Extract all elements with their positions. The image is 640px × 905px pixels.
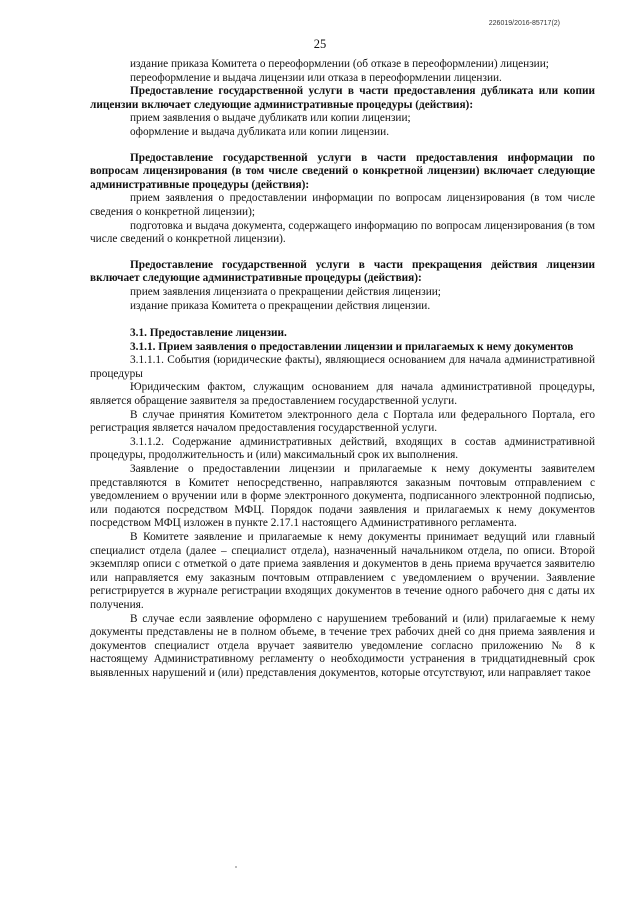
section-heading: Предоставление государственной услуги в части предоставления дубликата или копии лицензии включает следующие административные процедуры (действия): — [90, 85, 595, 111]
paragraph: В случае принятия Комитетом электронного дела с Портала или федерального Портала, его регистрация является началом предоставления государственной услуги. — [90, 408, 595, 435]
subsection-title: 3.1.1. Прием заявления о предоставлении лицензии и прилагаемых к нему документов — [130, 340, 574, 353]
paragraph: В Комитете заявление и прилагаемые к нему документы принимает ведущий или главный специалист отдела (далее – специалист отдела), назначенный начальником отдела, по описи. Второй экземпляр описи с отметкой о дате приема заявления и документов в день приема вручается заявителю или направляется ему заказным почтовым отправлением с уведомлением о вручении. Заявление регистрируется в журнале регистрации входящих документов в течение одного рабочего дня с даты их получения. — [90, 531, 595, 611]
scan-speck — [235, 866, 237, 868]
paragraph: прием заявления о выдаче дубликатв или копии лицензии; — [130, 112, 411, 125]
document-registration-number: 226019/2016-85717(2) — [488, 20, 560, 27]
document-body — [90, 58, 595, 681]
paragraph: издание приказа Комитета о прекращении действия лицензии. — [130, 299, 431, 312]
section-heading: Предоставление государственной услуги в части прекращения действия лицензии включает следующие административные процедуры (действия): — [90, 258, 595, 285]
paragraph: Заявление о предоставлении лицензии и прилагаемые к нему документы заявителем представляются в Комитет непосредственно, направляются заказным почтовым отправлением с уведомлением о вручении или в форме электронного документа, подписанного электронной подписью, или подаются посредством МФЦ. Порядок подачи заявления и прилагаемых к нему документов посредством МФЦ изложен в пункте 2.17.1 настоящего Административного регламента. — [90, 463, 595, 530]
paragraph: прием заявления о предоставлении информации по вопросам лицензирования (в том числе сведения о конкретной лицензии); — [90, 192, 595, 218]
paragraph: подготовка и выдача документа, содержащего информацию по вопросам лицензирования (в том числе сведений о конкретной лицензии). — [90, 219, 595, 246]
section-heading: Предоставление государственной услуги в части предоставления информации по вопросам лицензирования (в том числе сведений о конкретной лицензии) включает следующие административные процедуры (действия): — [90, 151, 595, 191]
paragraph: издание приказа Комитета о переоформлении (об отказе в переоформлении) лицензии; — [130, 58, 549, 70]
paragraph: В случае если заявление оформлено с нарушением требований и (или) прилагаемые к нему документы представлены не в полном объеме, в течение трех рабочих дней со дня приема заявления и документов специалист отдела вручает заявителю уведомление согласно приложению № 8 к настоящему Административному регламенту о необходимости устранения в тридцатидневный срок выявленных нарушений и (или) представления документов, которые отсутствуют, или направляет такое — [90, 612, 595, 679]
paragraph: 3.1.1.2. Содержание административных действий, входящих в состав административной процедуры, продолжительность и (или) максимальный срок их выполнения. — [90, 435, 595, 462]
paragraph: оформление и выдача дубликата или копии лицензии. — [130, 125, 390, 138]
page-number: 25 — [313, 37, 327, 51]
paragraph: Юридическим фактом, служащим основанием для начала административной процедуры, является обращение заявителя за предоставлением государственной услуги. — [90, 381, 595, 408]
paragraph: прием заявления лицензиата о прекращении действия лицензии; — [130, 285, 441, 298]
subsection-title: 3.1. Предоставление лицензии. — [130, 327, 287, 340]
paragraph: переоформление и выдача лицензии или отказа в переоформлении лицензии. — [130, 71, 502, 84]
paragraph: 3.1.1.1. События (юридические факты), являющиеся основанием для начала административной процедуры — [90, 354, 595, 380]
